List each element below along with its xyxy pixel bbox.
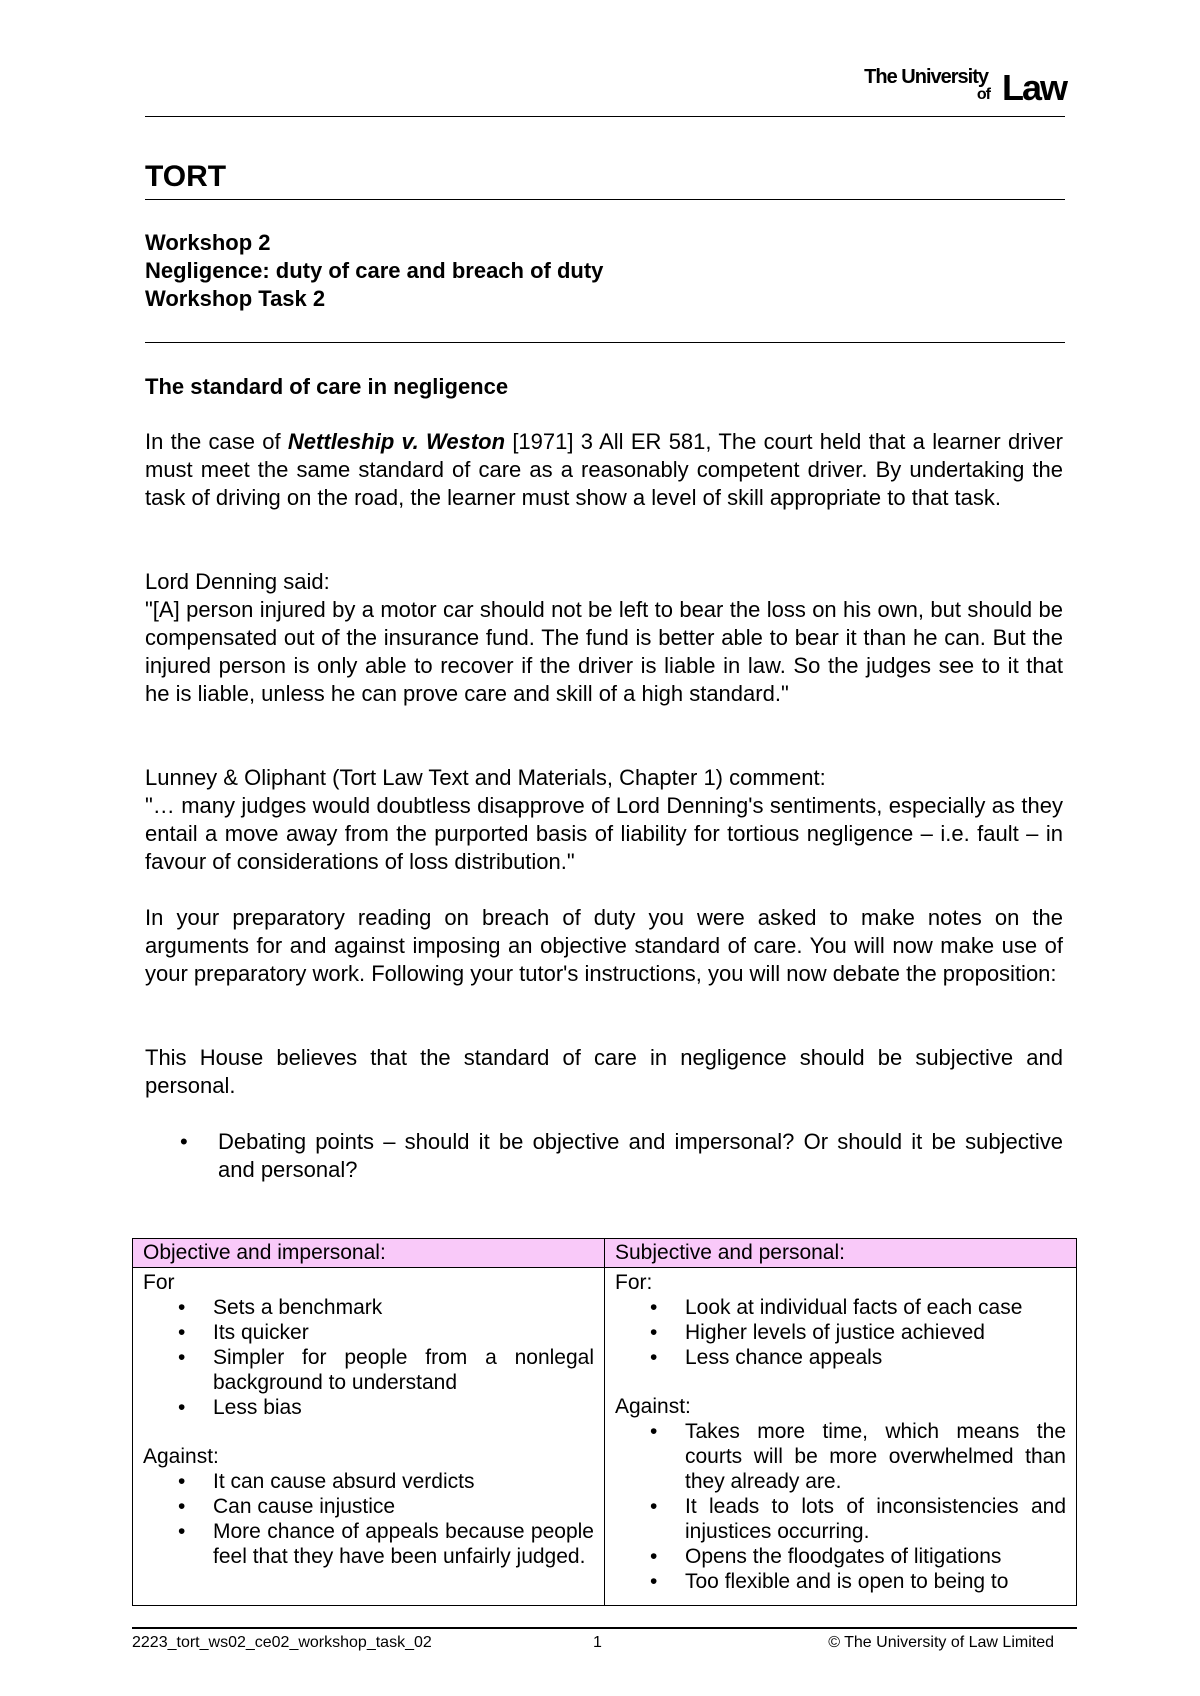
col2-cell bbox=[605, 1268, 1077, 1606]
bullet-icon: • bbox=[180, 1129, 188, 1154]
workshop-topic: Negligence: duty of care and breach of duty bbox=[145, 258, 604, 283]
logo-line-1: The University bbox=[864, 66, 988, 88]
header-rule bbox=[145, 116, 1065, 117]
col1-against-list bbox=[143, 1469, 594, 1569]
logo-line-2: of bbox=[976, 86, 990, 103]
section-rule bbox=[145, 342, 1065, 343]
list-item: • Too flexible and is open to being to bbox=[685, 1569, 1066, 1594]
list-item: • Less bias bbox=[213, 1395, 594, 1420]
lunney-quote: "… many judges would doubtless disapprove of Lord Denning's sentiments, especially as they entail a move away from the purported basis of liability for tortious negligence – i.e. fault – in favour of considerations of loss distribution." bbox=[145, 793, 1063, 874]
para1-pre: In the case of bbox=[145, 429, 288, 454]
lunney-intro: Lunney & Oliphant (Tort Law Text and Materials, Chapter 1) comment: bbox=[145, 765, 826, 790]
bullet-text: Debating points – should it be objective and impersonal? Or should it be subjective and personal? bbox=[218, 1129, 1063, 1182]
page-title: TORT bbox=[145, 160, 227, 193]
table-header-row bbox=[133, 1239, 1077, 1268]
footer-copyright: © The University of Law Limited bbox=[828, 1634, 1054, 1651]
logo-line-3: Law bbox=[1001, 67, 1066, 108]
list-item: • Less chance appeals bbox=[685, 1345, 1066, 1370]
para1-post: [1971] 3 All ER 581, The court held that a learner driver must meet the same standard of care as a reasonably competent driver. By undertaking the task of driving on the road, the learner must show a level of skill appropriate to that task. bbox=[145, 429, 1063, 510]
col1-for-label: For bbox=[143, 1271, 175, 1294]
col1-for-list bbox=[143, 1295, 594, 1420]
col1-cell bbox=[133, 1268, 605, 1606]
denning-quote: "[A] person injured by a motor car should not be left to bear the loss on his own, but should be compensated out of the insurance fund. The fund is better able to bear it than he can. But the injured person is only able to recover if the driver is liable in law. So the judges see to it that he is liable, unless he can prove care and skill of a high standard." bbox=[145, 597, 1063, 706]
footer-rule bbox=[132, 1627, 1077, 1629]
denning-intro: Lord Denning said: bbox=[145, 569, 330, 594]
list-item: • Opens the floodgates of litigations bbox=[685, 1544, 1066, 1569]
footer-page-number: 1 bbox=[593, 1634, 602, 1651]
proposition-paragraph: This House believes that the standard of care in negligence should be subjective and personal. bbox=[145, 1045, 1063, 1098]
title-rule bbox=[145, 199, 1065, 200]
preparatory-paragraph: In your preparatory reading on breach of duty you were asked to make notes on the arguments for and against imposing an objective standard of care. You will now make use of your preparatory work. Following your tutor's instructions, you will now debate the proposition: bbox=[145, 905, 1063, 986]
footer-doc-id: 2223_tort_ws02_ce02_workshop_task_02 bbox=[132, 1634, 432, 1651]
col2-header: Subjective and personal: bbox=[605, 1239, 1077, 1268]
col2-against-label: Against: bbox=[615, 1395, 691, 1418]
col2-for-list bbox=[615, 1295, 1066, 1370]
debating-points-bullet bbox=[145, 1128, 1063, 1184]
list-item: • More chance of appeals because people feel that they have been unfairly judged. bbox=[213, 1519, 594, 1569]
list-item: • Its quicker bbox=[213, 1320, 594, 1345]
nettleship-paragraph bbox=[145, 428, 1063, 512]
section-heading: The standard of care in negligence bbox=[145, 374, 509, 399]
col2-against-list bbox=[615, 1419, 1066, 1594]
case-name: Nettleship v. Weston bbox=[287, 429, 506, 454]
list-item: • Takes more time, which means the courts will be more overwhelmed than they already are. bbox=[685, 1419, 1066, 1494]
university-logo bbox=[846, 64, 1066, 108]
workshop-task: Workshop Task 2 bbox=[145, 286, 326, 311]
col1-against-label: Against: bbox=[143, 1445, 219, 1468]
list-item: • Higher levels of justice achieved bbox=[685, 1320, 1066, 1345]
list-item: • Can cause injustice bbox=[213, 1494, 594, 1519]
debate-table bbox=[132, 1238, 1077, 1606]
list-item: • Simpler for people from a nonlegal background to understand bbox=[213, 1345, 594, 1395]
workshop-number: Workshop 2 bbox=[145, 230, 271, 255]
list-item: • It can cause absurd verdicts bbox=[213, 1469, 594, 1494]
table-body-row bbox=[133, 1268, 1077, 1606]
list-item: • Look at individual facts of each case bbox=[685, 1295, 1066, 1320]
list-item: • It leads to lots of inconsistencies and injustices occurring. bbox=[685, 1494, 1066, 1544]
col2-for-label: For: bbox=[615, 1271, 653, 1294]
col1-header: Objective and impersonal: bbox=[133, 1239, 605, 1268]
list-item: • Sets a benchmark bbox=[213, 1295, 594, 1320]
